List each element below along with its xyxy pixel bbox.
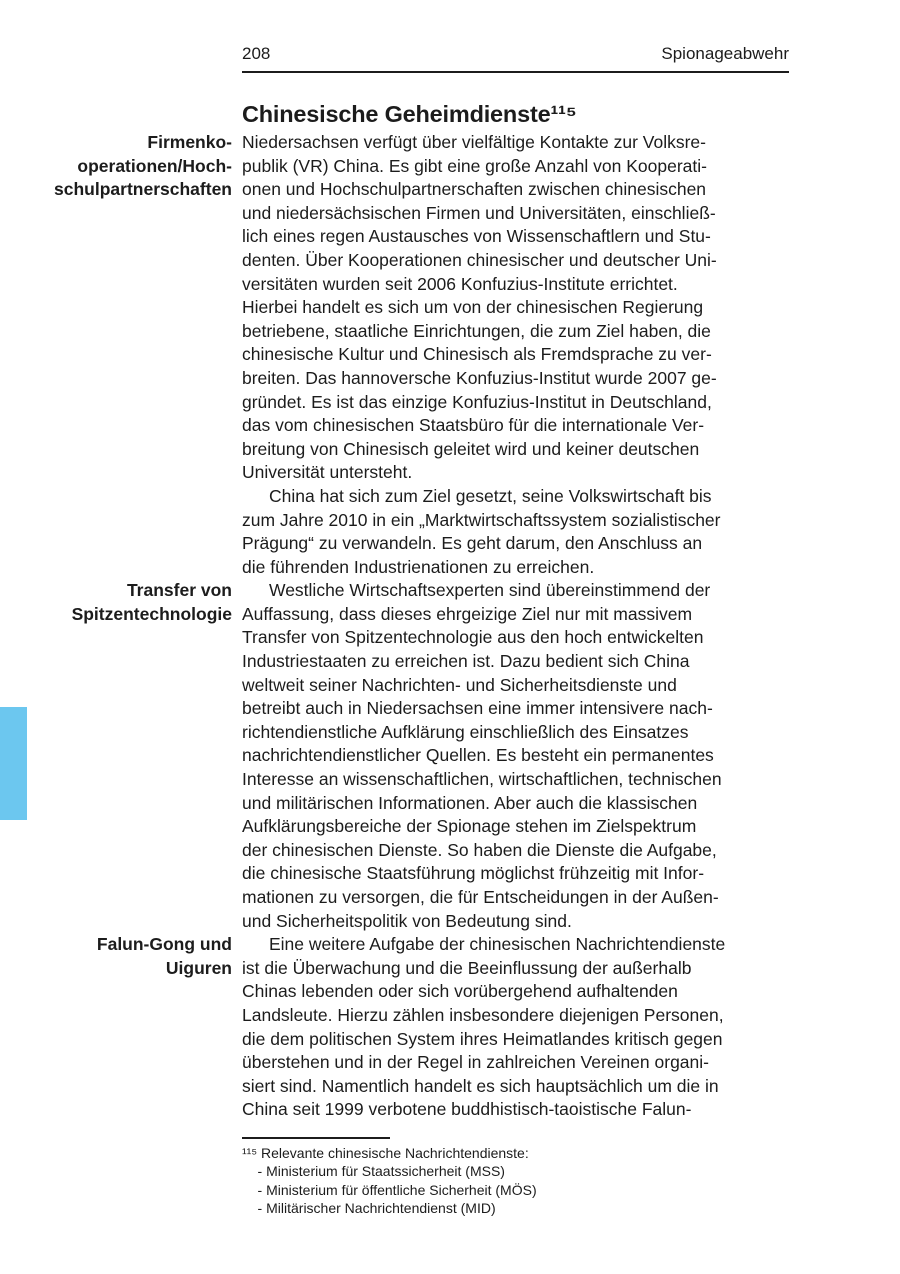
footnote-text: ¹¹⁵ Relevante chinesische Nachrichtendienste: - Ministerium für Staatssicherheit (MSS) - Ministerium für öffentliche Sicherheit (MÖS) - Militärischer Nachrichtendienst (MID): [242, 1145, 537, 1216]
paragraph-4: Eine weitere Aufgabe der chinesischen Nachrichtendienste ist die Überwachung und die Beeinflussung der außerhalb Chinas lebenden oder sich vorübergehend aufhaltenden Landsleute. Hierzu zählen insbesondere diejenigen Personen, die dem politischen System ihres Heimatlandes kritisch gegen überstehen und in der Regel in zahlreichen Vereinen organi- siert sind. Namentlich handelt es sich hauptsächlich um die in China seit 1999 verbotene buddhistisch-taoistische Falun-: [242, 934, 726, 1120]
margin-note-transfer-spitzentechnologie: Transfer von Spitzentechnologie: [71, 580, 232, 624]
page-header: [242, 44, 789, 73]
page-number: 208: [242, 44, 271, 63]
footnote: [242, 1137, 797, 1217]
paragraph-3: Westliche Wirtschaftsexperten sind übereinstimmend der Auffassung, dass dieses ehrgeizige Ziel nur mit massivem Transfer von Spitzentechnologie aus den hoch entwickelten Industriestaaten zu erreichen ist. Dazu bedient sich China weltweit seiner Nachrichten- und Sicherheitsdienste und betreibt auch in Niedersachsen eine immer intensivere nach- richtendienstliche Aufklärung einschließlich des Einsatzes nachrichtendienstlicher Quellen. Es besteht ein permanentes Interesse an wissenschaftlichen, wirtschaftlichen, technischen und militärischen Informationen. Aber auch die klassischen Aufklärungsbereiche der Spionage stehen im Zielspektrum der chinesischen Dienste. So haben die Dienste die Aufgabe, die chinesische Staatsführung möglichst frühzeitig mit Infor- mationen zu versorgen, die für Entscheidungen in der Außen- und Sicherheitspolitik von Bedeutung sind.: [242, 580, 722, 931]
page-title: Chinesische Geheimdienste¹¹⁵: [242, 100, 577, 127]
section-header: Spionageabwehr: [661, 44, 789, 63]
margin-note-firmenkooperationen: Firmenko- operationen/Hoch- schulpartnerschaften: [54, 132, 232, 200]
margin-note-falun-gong-uiguren: Falun-Gong und Uiguren: [96, 934, 232, 978]
paragraph-1: Niedersachsen verfügt über vielfältige Kontakte zur Volksre- publik (VR) China. Es gibt eine große Anzahl von Kooperati- onen und Hochschulpartnerschaften zwischen chinesischen und niedersächsischen Firmen und Universitäten, einschließ- lich eines regen Austausches von Wissenschaftlern und Stu- denten. Über Kooperationen chinesischer und deutscher Uni- versitäten wurden seit 2006 Konfuzius-Institute errichtet. Hierbei handelt es sich um von der chinesischen Regierung betriebene, staatliche Einrichtungen, die zum Ziel haben, die chinesische Kultur und Chinesisch als Fremdsprache zu ver- breiten. Das hannoversche Konfuzius-Institut wurde 2007 ge- gründet. Es ist das einzige Konfuzius-Institut in Deutschland, das vom chinesischen Staatsbüro für die internationale Ver- breitung von Chinesisch geleitet wird und keiner deutschen Universität untersteht.: [242, 132, 717, 483]
footnote-separator: [242, 1137, 390, 1139]
left-margin-tab: [0, 707, 27, 820]
body-text: [242, 131, 797, 1122]
paragraph-2: China hat sich zum Ziel gesetzt, seine Volkswirtschaft bis zum Jahre 2010 in ein „Marktwirtschaftssystem sozialistischer Prägung“ zu verwandeln. Es geht darum, den Anschluss an die führenden Industrienationen zu erreichen.: [242, 485, 721, 577]
